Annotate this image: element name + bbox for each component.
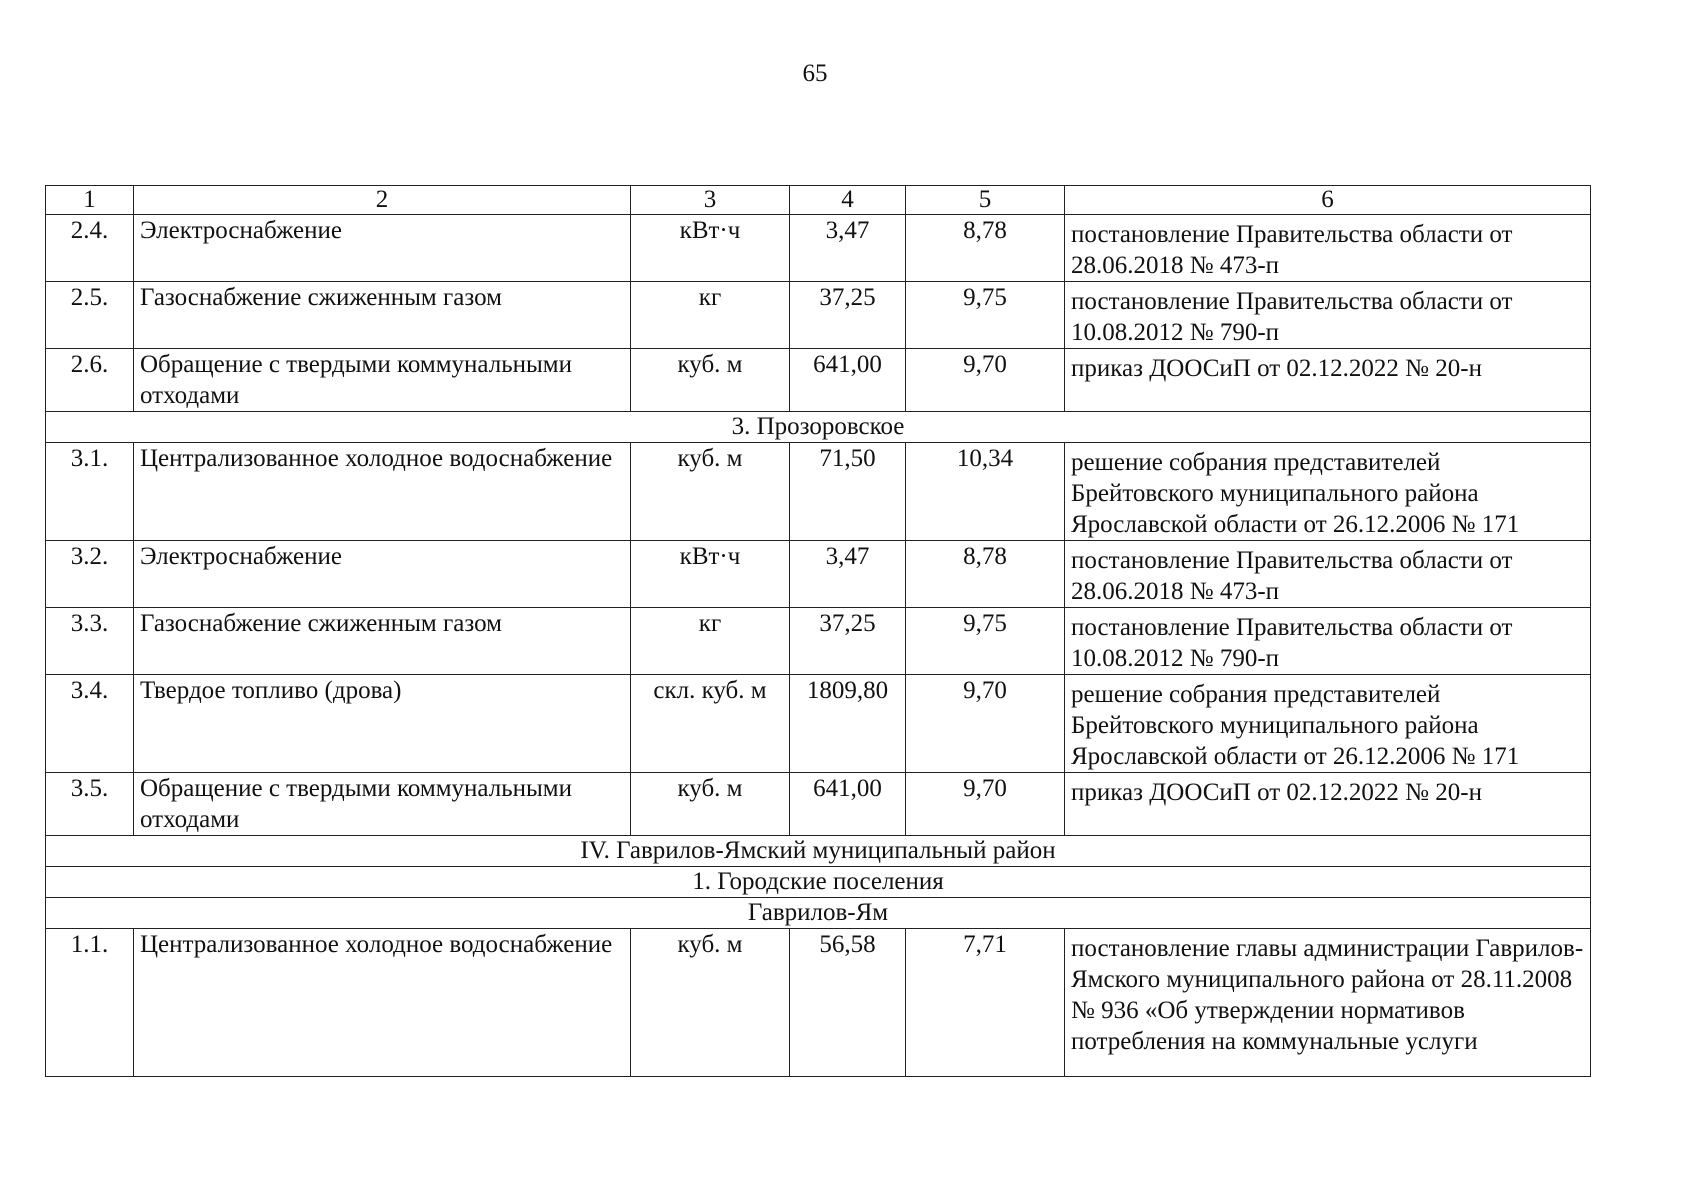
- norm-cell: 1809,80: [790, 675, 906, 773]
- service-name: Газоснабжение сжиженным газом: [134, 282, 631, 349]
- table-row: [46, 349, 1591, 412]
- section-title: IV. Гаврилов-Ямский муниципальный район: [46, 836, 1591, 867]
- table-row: [46, 541, 1591, 608]
- value-cell: 10,34: [906, 443, 1065, 541]
- norm-cell: 641,00: [790, 773, 906, 836]
- service-name: Централизованное холодное водоснабжение: [134, 929, 631, 1077]
- section-row: [46, 836, 1591, 867]
- service-name: Твердое топливо (дрова): [134, 675, 631, 773]
- value-cell: 8,78: [906, 215, 1065, 282]
- row-number: 2.6.: [46, 349, 134, 412]
- table-row: [46, 215, 1591, 282]
- service-name: Газоснабжение сжиженным газом: [134, 608, 631, 675]
- table-row: [46, 608, 1591, 675]
- unit-cell: куб. м: [631, 773, 790, 836]
- document-cell: решение собрания представителей Брейтовского муниципального района Ярославской области от 26.12.2006 № 171: [1065, 443, 1591, 541]
- unit-cell: кВт·ч: [631, 541, 790, 608]
- norm-cell: 641,00: [790, 349, 906, 412]
- document-cell: решение собрания представителей Брейтовского муниципального района Ярославской области от 26.12.2006 № 171: [1065, 675, 1591, 773]
- section-row: [46, 898, 1591, 929]
- page-number: 65: [802, 60, 828, 87]
- norm-cell: 3,47: [790, 541, 906, 608]
- norm-cell: 71,50: [790, 443, 906, 541]
- row-number: 3.5.: [46, 773, 134, 836]
- row-number: 2.4.: [46, 215, 134, 282]
- table-row: [46, 282, 1591, 349]
- section-row: [46, 412, 1591, 443]
- column-header: 2: [134, 186, 631, 215]
- row-number: 2.5.: [46, 282, 134, 349]
- norm-cell: 37,25: [790, 608, 906, 675]
- value-cell: 9,70: [906, 773, 1065, 836]
- table-body: [46, 186, 1591, 1077]
- unit-cell: кг: [631, 608, 790, 675]
- value-cell: 9,75: [906, 282, 1065, 349]
- unit-cell: куб. м: [631, 443, 790, 541]
- norm-cell: 3,47: [790, 215, 906, 282]
- service-name: Обращение с твердыми коммунальными отходами: [134, 773, 631, 836]
- table-row: [46, 929, 1591, 1077]
- document-cell: постановление главы администрации Гаврилов-Ямского муниципального района от 28.11.2008 № 936 «Об утверждении нормативов потребления на коммунальные услуги: [1065, 929, 1591, 1077]
- document-cell: приказ ДООСиП от 02.12.2022 № 20-н: [1065, 349, 1591, 412]
- norm-cell: 56,58: [790, 929, 906, 1077]
- value-cell: 7,71: [906, 929, 1065, 1077]
- section-title: 3. Прозоровское: [46, 412, 1591, 443]
- unit-cell: скл. куб. м: [631, 675, 790, 773]
- unit-cell: кВт·ч: [631, 215, 790, 282]
- norm-cell: 37,25: [790, 282, 906, 349]
- table-row: [46, 443, 1591, 541]
- value-cell: 9,75: [906, 608, 1065, 675]
- document-cell: постановление Правительства области от 10.08.2012 № 790-п: [1065, 608, 1591, 675]
- unit-cell: куб. м: [631, 349, 790, 412]
- value-cell: 8,78: [906, 541, 1065, 608]
- row-number: 3.4.: [46, 675, 134, 773]
- column-header: 5: [906, 186, 1065, 215]
- value-cell: 9,70: [906, 675, 1065, 773]
- column-header: 3: [631, 186, 790, 215]
- value-cell: 9,70: [906, 349, 1065, 412]
- section-title: 1. Городские поселения: [46, 867, 1591, 898]
- service-name: Электроснабжение: [134, 215, 631, 282]
- service-name: Электроснабжение: [134, 541, 631, 608]
- document-cell: постановление Правительства области от 28.06.2018 № 473-п: [1065, 215, 1591, 282]
- service-name: Обращение с твердыми коммунальными отходами: [134, 349, 631, 412]
- row-number: 1.1.: [46, 929, 134, 1077]
- unit-cell: куб. м: [631, 929, 790, 1077]
- table-row: [46, 773, 1591, 836]
- section-row: [46, 867, 1591, 898]
- table-row: [46, 675, 1591, 773]
- column-header: 4: [790, 186, 906, 215]
- row-number: 3.1.: [46, 443, 134, 541]
- column-header-row: [46, 186, 1591, 215]
- document-cell: постановление Правительства области от 28.06.2018 № 473-п: [1065, 541, 1591, 608]
- norms-table: [45, 185, 1591, 1077]
- unit-cell: кг: [631, 282, 790, 349]
- column-header: 1: [46, 186, 134, 215]
- document-cell: приказ ДООСиП от 02.12.2022 № 20-н: [1065, 773, 1591, 836]
- row-number: 3.3.: [46, 608, 134, 675]
- column-header: 6: [1065, 186, 1591, 215]
- service-name: Централизованное холодное водоснабжение: [134, 443, 631, 541]
- row-number: 3.2.: [46, 541, 134, 608]
- document-cell: постановление Правительства области от 10.08.2012 № 790-п: [1065, 282, 1591, 349]
- section-title: Гаврилов-Ям: [46, 898, 1591, 929]
